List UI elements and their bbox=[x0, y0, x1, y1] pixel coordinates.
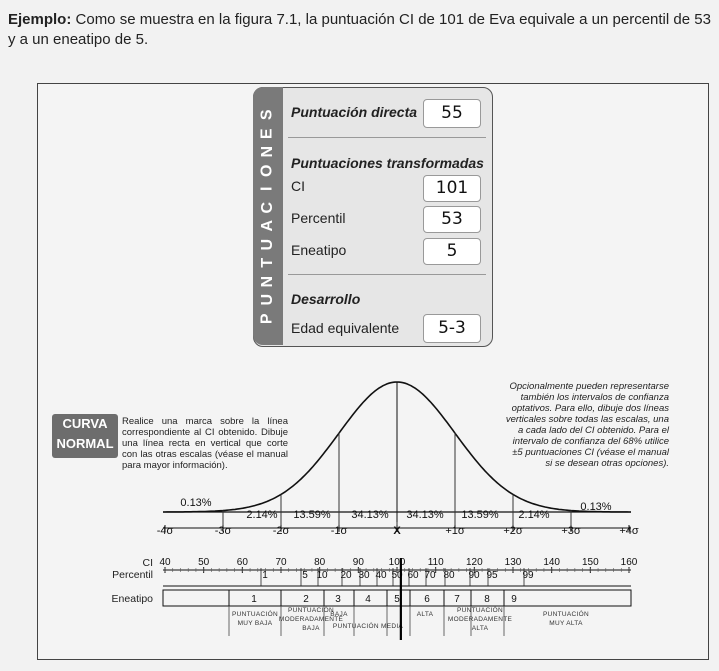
percentile-tick-label: 40 bbox=[375, 570, 387, 581]
ci-label: CI bbox=[291, 178, 305, 194]
eneatipo-tick-label: 7 bbox=[454, 594, 460, 605]
category-label: PUNTUACIÓN MEDIA bbox=[332, 623, 404, 630]
side-title-letter: N bbox=[258, 274, 276, 288]
side-title-letter: T bbox=[258, 256, 276, 268]
side-title-letter: N bbox=[258, 144, 276, 158]
eneatipo-value: 5 bbox=[423, 238, 481, 265]
curve-badge-line2: NORMAL bbox=[56, 436, 114, 451]
side-title-letter: O bbox=[258, 163, 276, 177]
percentile-tick-label: 90 bbox=[468, 570, 480, 581]
ci-tick-label: 150 bbox=[581, 557, 599, 568]
percentage-label: 0.13% bbox=[180, 497, 212, 509]
age-value: 5-3 bbox=[423, 314, 481, 343]
category-label: BAJA bbox=[302, 625, 320, 632]
side-title-letter: U bbox=[258, 292, 276, 306]
side-title-letter: I bbox=[258, 185, 276, 191]
percentile-tick-label: 70 bbox=[424, 570, 436, 581]
percentile-tick-label: 60 bbox=[407, 570, 419, 581]
sigma-label: -3σ bbox=[214, 525, 232, 537]
development-heading: Desarrollo bbox=[291, 291, 361, 307]
eneatipo-tick-label: 5 bbox=[394, 594, 400, 605]
sigma-label: +1σ bbox=[445, 525, 465, 537]
percentile-tick-label: 20 bbox=[340, 570, 352, 581]
ci-tick-label: 50 bbox=[198, 557, 210, 568]
percentile-row-label: Percentil bbox=[112, 569, 153, 581]
percentile-tick-label: 5 bbox=[302, 570, 308, 581]
percentage-label: 13.59% bbox=[293, 509, 331, 521]
eneatipo-tick-label: 6 bbox=[424, 594, 430, 605]
percentile-tick-label: 30 bbox=[358, 570, 370, 581]
direct-score-label: Puntuación directa bbox=[291, 104, 418, 120]
category-label: ALTA bbox=[471, 625, 489, 632]
intro-text: Como se muestra en la figura 7.1, la puntuación CI de 101 de Eva equivale a un percentil de 53 y a un eneatipo de 5. bbox=[8, 11, 711, 48]
ci-tick-label: 140 bbox=[543, 557, 561, 568]
eneatipo-tick-label: 4 bbox=[365, 594, 371, 605]
side-title-letter: U bbox=[258, 237, 276, 251]
percentage-label: 34.13% bbox=[406, 509, 444, 521]
category-label: PUNTUACIÓN bbox=[457, 607, 503, 614]
curve-badge-line1: CURVA bbox=[62, 416, 108, 431]
percentile-tick-label: 1 bbox=[262, 570, 268, 581]
eneatipo-tick-label: 2 bbox=[303, 594, 309, 605]
ci-row-label: CI bbox=[142, 557, 153, 569]
eneatipo-label: Eneatipo bbox=[291, 242, 347, 258]
percentile-tick-label: 99 bbox=[522, 570, 534, 581]
sigma-label: -1σ bbox=[330, 525, 348, 537]
transformed-heading: Puntuaciones transformadas bbox=[291, 155, 484, 171]
ci-tick-label: 80 bbox=[314, 557, 326, 568]
sigma-label: +4σ bbox=[619, 525, 639, 537]
eneatipo-tick-label: 9 bbox=[511, 594, 517, 605]
sigma-label: -4σ bbox=[156, 525, 174, 537]
percentile-value: 53 bbox=[423, 206, 481, 233]
side-title-letter: A bbox=[258, 218, 276, 232]
category-label: MODERADAMENTE bbox=[278, 616, 344, 623]
percentage-label: 2.14% bbox=[246, 509, 278, 521]
percentile-label: Percentil bbox=[291, 210, 346, 226]
ci-tick-label: 40 bbox=[159, 557, 171, 568]
percentage-label: 2.14% bbox=[518, 509, 550, 521]
category-label: MODERADAMENTE bbox=[447, 616, 513, 623]
percentage-label: 34.13% bbox=[351, 509, 389, 521]
percentile-tick-label: 95 bbox=[486, 570, 498, 581]
sigma-label: +3σ bbox=[561, 525, 581, 537]
ci-tick-label: 130 bbox=[504, 557, 522, 568]
eneatipo-tick-label: 8 bbox=[484, 594, 490, 605]
side-title-letter: E bbox=[258, 126, 276, 139]
side-title-letter: S bbox=[258, 108, 276, 121]
side-title-letter: C bbox=[258, 200, 276, 214]
ci-tick-label: 70 bbox=[275, 557, 287, 568]
ci-value: 101 bbox=[423, 175, 481, 202]
eneatipo-tick-label: 1 bbox=[251, 594, 257, 605]
side-title-letter: P bbox=[258, 311, 276, 324]
category-label: PUNTUACIÓN bbox=[232, 611, 278, 618]
percentile-tick-label: 50 bbox=[391, 570, 403, 581]
intro-lead: Ejemplo: bbox=[8, 11, 72, 28]
eneatipo-tick-label: 3 bbox=[335, 594, 341, 605]
sigma-label: +2σ bbox=[503, 525, 523, 537]
percentage-label: 13.59% bbox=[461, 509, 499, 521]
ci-tick-label: 100 bbox=[388, 557, 406, 568]
category-label: BAJA bbox=[330, 611, 348, 618]
category-label: PUNTUACIÓN bbox=[288, 607, 334, 614]
percentile-tick-label: 80 bbox=[443, 570, 455, 581]
ci-tick-label: 120 bbox=[465, 557, 483, 568]
ci-tick-label: 90 bbox=[352, 557, 364, 568]
ci-tick-label: 160 bbox=[620, 557, 638, 568]
percentile-tick-label: 10 bbox=[316, 570, 328, 581]
confidence-note: Opcionalmente pueden representarse también los intervalos de confianza optativos. Para ello, dibuje dos líneas verticales sobre todas las escalas, una a cada lado del CI obtenido. Para el intervalo de confianza del 68% utilice ±5 puntuaciones CI (véase el manual si se desean otras opciones). bbox=[505, 381, 669, 469]
age-label: Edad equivalente bbox=[291, 320, 400, 336]
category-label: ALTA bbox=[416, 611, 434, 618]
category-label: PUNTUACIÓN bbox=[543, 611, 589, 618]
percentage-label: 0.13% bbox=[580, 501, 612, 513]
ci-tick-label: 110 bbox=[427, 557, 444, 568]
instruction-note: Realice una marca sobre la línea correspondiente al CI obtenido. Dibuje una línea recta en vertical que corte con las otras escalas (véase el manual para mayor información). bbox=[122, 416, 288, 471]
direct-score-value: 55 bbox=[423, 99, 481, 128]
category-label: MUY ALTA bbox=[549, 620, 583, 627]
ci-tick-label: 60 bbox=[236, 557, 248, 568]
sigma-label: X bbox=[393, 525, 401, 537]
sigma-label: -2σ bbox=[272, 525, 290, 537]
category-label: MUY BAJA bbox=[237, 620, 273, 627]
eneatipo-row-label: Eneatipo bbox=[111, 593, 153, 605]
